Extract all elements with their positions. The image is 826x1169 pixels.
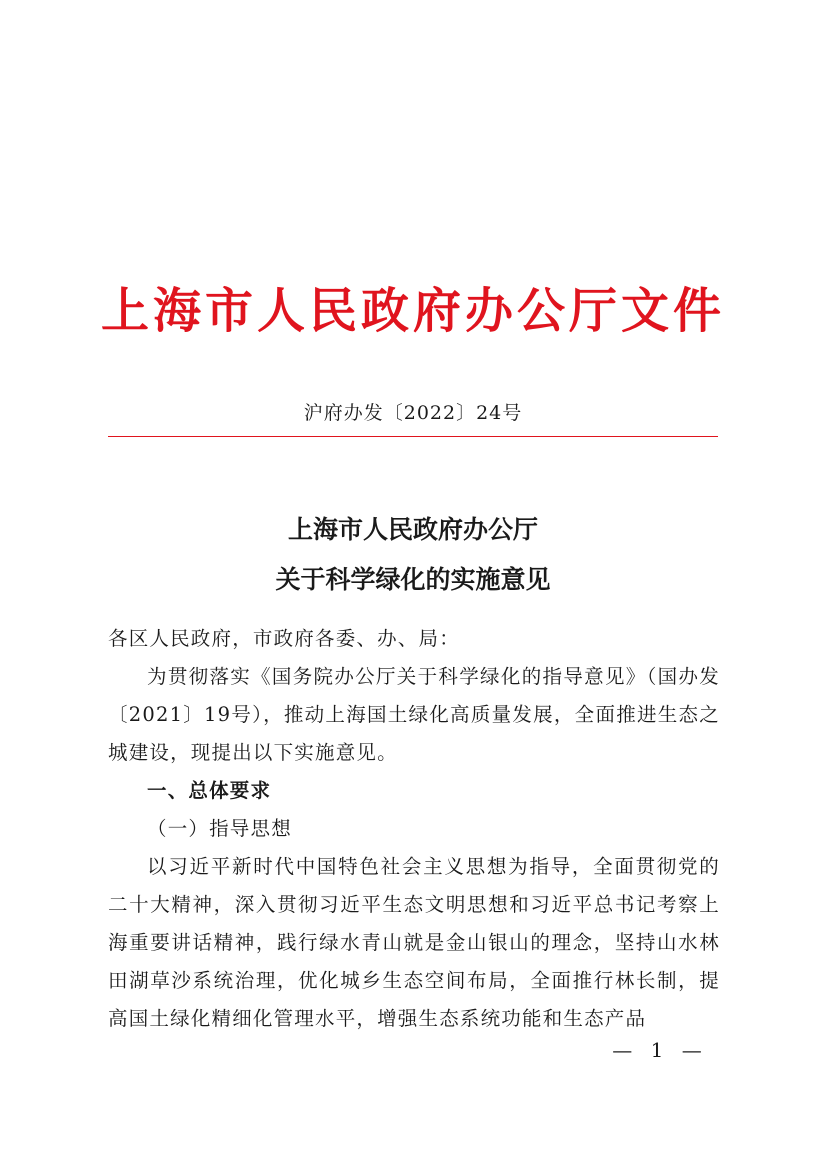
salutation: 各区人民政府，市政府各委、办、局： <box>108 627 460 650</box>
red-divider <box>108 436 718 437</box>
body-paragraph: 以习近平新时代中国特色社会主义思想为指导，全面贯彻党的二十大精神，深入贯彻习近平生态文明思想和习近平总书记考察上海重要讲话精神，践行绿水青山就是金山银山的理念，坚持山水林田湖草沙系统治理，优化城乡生态空间布局，全面推行林长制，提高国土绿化精细化管理水平，增强生态系统功能和生态产品 <box>108 855 720 1030</box>
subsection-heading: （一）指导思想 <box>147 817 292 840</box>
document-title-line-1: 上海市人民政府办公厅 <box>287 515 538 544</box>
document-number: 沪府办发〔2022〕24号 <box>303 402 523 424</box>
document-body <box>108 620 720 1038</box>
intro-paragraph: 为贯彻落实《国务院办公厅关于科学绿化的指导意见》（国办发〔2021〕19号），推动上海国土绿化高质量发展，全面推进生态之城建设，现提出以下实施意见。 <box>108 665 720 764</box>
section-heading: 一、总体要求 <box>147 779 272 802</box>
issuer-title: 上海市人民政府办公厅文件 <box>100 283 725 339</box>
document-title-line-2: 关于科学绿化的实施意见 <box>275 565 551 594</box>
page-number: — 1 — <box>612 1038 708 1062</box>
